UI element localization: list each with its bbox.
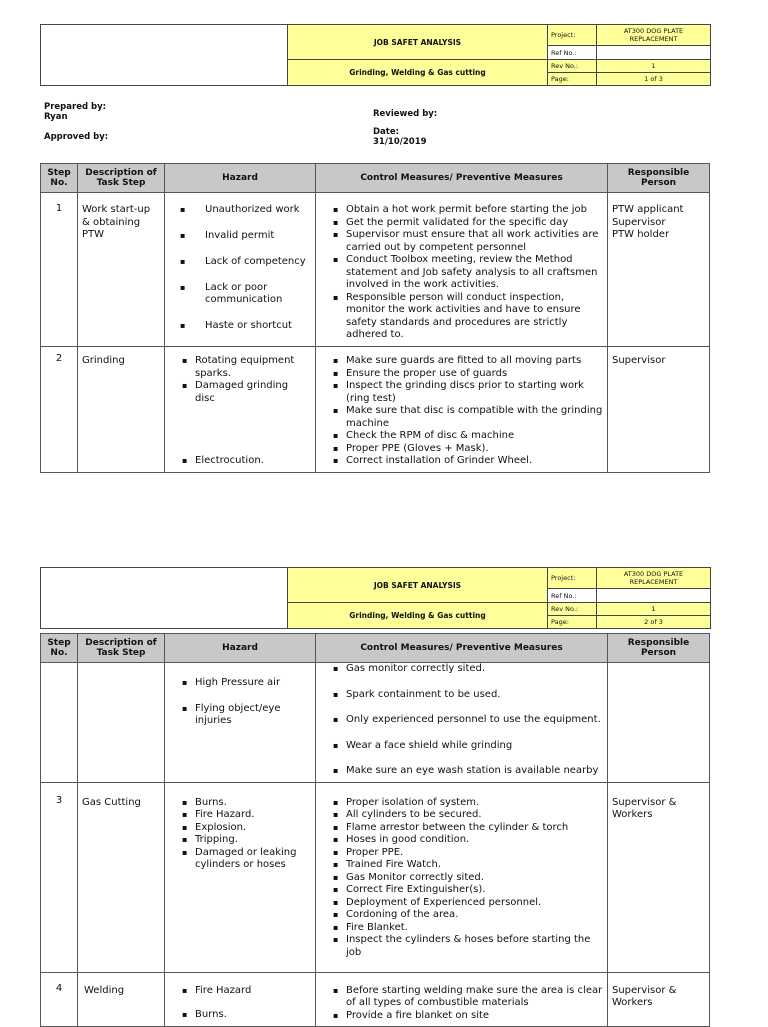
hazard-cell bbox=[165, 193, 316, 347]
table-row bbox=[41, 193, 710, 347]
control-item: ▪ Proper PPE (Gloves + Mask). bbox=[346, 443, 603, 456]
responsible-cell bbox=[608, 193, 710, 347]
reviewed-label: Reviewed by: bbox=[373, 109, 438, 119]
control-cell bbox=[316, 972, 608, 1027]
page-label: Page: bbox=[548, 73, 597, 86]
control-item: ▪ Ensure the proper use of guards bbox=[346, 368, 603, 381]
hazard-item: ▪ Damaged or leaking cylinders or hoses bbox=[195, 847, 311, 872]
hazard-cell bbox=[165, 347, 316, 473]
project-value: AT300 DOG PLATE REPLACEMENT bbox=[597, 568, 711, 589]
task-description: Gas Cutting bbox=[78, 782, 165, 972]
jsa-title: JOB SAFET ANALYSIS bbox=[288, 568, 548, 603]
ref-value bbox=[597, 46, 711, 60]
step-number: 2 bbox=[41, 347, 78, 473]
control-item: ▪ Proper isolation of system. bbox=[346, 797, 603, 810]
hazard-cell bbox=[165, 782, 316, 972]
table-row bbox=[41, 347, 710, 473]
page-label: Page: bbox=[548, 616, 597, 629]
prepared-label: Prepared by: bbox=[44, 102, 107, 112]
hazard-item: ▪ Explosion. bbox=[195, 822, 311, 835]
responsible-cell bbox=[608, 782, 710, 972]
approved-label: Approved by: bbox=[44, 132, 109, 142]
rev-value: 1 bbox=[597, 603, 711, 616]
project-label: Project: bbox=[548, 568, 597, 589]
control-cell bbox=[316, 782, 608, 972]
page-number: 2 of 3 bbox=[597, 616, 711, 629]
control-item: ▪ Hoses in good condition. bbox=[346, 834, 603, 847]
table-row bbox=[41, 663, 710, 783]
control-item: ▪ Inspect the grinding discs prior to starting work (ring test) bbox=[346, 380, 603, 405]
date-label: Date: bbox=[373, 127, 400, 137]
responsible-person: PTW applicant bbox=[612, 204, 684, 215]
step-number: 4 bbox=[41, 972, 78, 1027]
control-item: ▪ Deployment of Experienced personnel. bbox=[346, 897, 603, 910]
header-blank-cell bbox=[41, 25, 288, 86]
approved-by bbox=[44, 132, 108, 142]
task-description: Work start-up & obtaining PTW bbox=[78, 193, 165, 347]
page2-jsa-table bbox=[40, 633, 710, 1027]
control-cell bbox=[316, 193, 608, 347]
page2-header bbox=[40, 567, 711, 629]
responsible-cell bbox=[608, 972, 710, 1027]
step-number: 1 bbox=[41, 193, 78, 347]
control-item: ▪ Responsible person will conduct inspection, monitor the work activities and have to ensure safety standards and procedures are strictly adhered to. bbox=[346, 292, 603, 342]
control-item: ▪ Trained Fire Watch. bbox=[346, 859, 603, 872]
col-responsible: Responsible Person bbox=[608, 634, 710, 663]
hazard-item: ▪ Flying object/eye injuries bbox=[195, 703, 311, 728]
control-item: ▪ Provide a fire blanket on site bbox=[346, 1010, 603, 1023]
step-number: 3 bbox=[41, 782, 78, 972]
rev-value: 1 bbox=[597, 60, 711, 73]
date bbox=[373, 127, 427, 147]
hazard-cell bbox=[165, 663, 316, 783]
control-item: ▪ Check the RPM of disc & machine bbox=[346, 430, 603, 443]
hazard-item: ▪ Haste or shortcut bbox=[193, 320, 311, 332]
responsible-cell bbox=[608, 663, 710, 783]
reviewed-by bbox=[373, 109, 437, 119]
col-step: Step No. bbox=[41, 634, 78, 663]
hazard-item: ▪ Lack or poor communication bbox=[193, 282, 311, 306]
col-hazard: Hazard bbox=[165, 634, 316, 663]
control-item: ▪ Make sure that disc is compatible with the grinding machine bbox=[346, 405, 603, 430]
page1-header bbox=[40, 24, 711, 86]
project-value: AT300 DOG PLATE REPLACEMENT bbox=[597, 25, 711, 46]
control-item: ▪ Make sure guards are fitted to all moving parts bbox=[346, 355, 603, 368]
hazard-cell bbox=[165, 972, 316, 1027]
jsa-title: JOB SAFET ANALYSIS bbox=[288, 25, 548, 60]
date-value: 31/10/2019 bbox=[373, 137, 427, 147]
step-number bbox=[41, 663, 78, 783]
control-item: ▪ Inspect the cylinders & hoses before starting the job bbox=[346, 934, 603, 959]
ref-label: Ref No.: bbox=[548, 589, 597, 603]
col-description: Description of Task Step bbox=[78, 164, 165, 193]
control-item: ▪ Gas monitor correctly sited. bbox=[346, 663, 603, 676]
control-item: ▪ Before starting welding make sure the area is clear of all types of combustible materials bbox=[346, 985, 603, 1010]
col-description: Description of Task Step bbox=[78, 634, 165, 663]
page1-jsa-table bbox=[40, 163, 710, 473]
col-hazard: Hazard bbox=[165, 164, 316, 193]
hazard-item: ▪ Unauthorized work bbox=[193, 204, 311, 216]
responsible-person: Supervisor bbox=[612, 216, 666, 228]
col-control-measures: Control Measures/ Preventive Measures bbox=[316, 634, 608, 663]
rev-label: Rev No.: bbox=[548, 603, 597, 616]
control-item: ▪ Spark containment to be used. bbox=[346, 689, 603, 702]
jsa-subtitle: Grinding, Welding & Gas cutting bbox=[288, 603, 548, 629]
responsible-person: Workers bbox=[612, 997, 653, 1008]
task-description: Welding bbox=[78, 972, 165, 1027]
hazard-item: ▪ Damaged grinding disc bbox=[195, 380, 311, 405]
control-cell bbox=[316, 663, 608, 783]
hazard-item: ▪ Electrocution. bbox=[195, 455, 311, 468]
prepared-value: Ryan bbox=[44, 112, 68, 122]
col-responsible: Responsible Person bbox=[608, 164, 710, 193]
hazard-item: ▪ Burns. bbox=[195, 797, 311, 810]
ref-value bbox=[597, 589, 711, 603]
col-step: Step No. bbox=[41, 164, 78, 193]
task-description: Grinding bbox=[78, 347, 165, 473]
hazard-item: ▪ Fire Hazard. bbox=[195, 809, 311, 822]
hazard-item: ▪ Burns. bbox=[195, 1009, 311, 1022]
control-item: ▪ Get the permit validated for the specific day bbox=[346, 217, 603, 230]
control-item: ▪ Gas Monitor correctly sited. bbox=[346, 872, 603, 885]
project-label: Project: bbox=[548, 25, 597, 46]
prepared-by bbox=[44, 102, 106, 122]
col-control-measures: Control Measures/ Preventive Measures bbox=[316, 164, 608, 193]
control-item: ▪ Supervisor must ensure that all work activities are carried out by competent personnel bbox=[346, 229, 603, 254]
control-item: ▪ Obtain a hot work permit before starting the job bbox=[346, 204, 603, 217]
control-item: ▪ Wear a face shield while grinding bbox=[346, 740, 603, 753]
responsible-cell bbox=[608, 347, 710, 473]
header-blank-cell bbox=[41, 568, 288, 629]
control-cell bbox=[316, 347, 608, 473]
responsible-person: PTW holder bbox=[612, 229, 670, 240]
control-item: ▪ Proper PPE. bbox=[346, 847, 603, 860]
hazard-item: ▪ Invalid permit bbox=[193, 230, 311, 242]
control-item: ▪ Cordoning of the area. bbox=[346, 909, 603, 922]
control-item: ▪ Make sure an eye wash station is available nearby bbox=[346, 765, 603, 778]
rev-label: Rev No.: bbox=[548, 60, 597, 73]
page-number: 1 of 3 bbox=[597, 73, 711, 86]
control-item: ▪ Only experienced personnel to use the equipment. bbox=[346, 714, 603, 727]
task-description bbox=[78, 663, 165, 783]
hazard-item: ▪ High Pressure air bbox=[195, 677, 311, 690]
control-item: ▪ Conduct Toolbox meeting, review the Method statement and Job safety analysis to all craftsmen involved in the work activities. bbox=[346, 254, 603, 292]
ref-label: Ref No.: bbox=[548, 46, 597, 60]
jsa-subtitle: Grinding, Welding & Gas cutting bbox=[288, 60, 548, 86]
responsible-person: Workers bbox=[612, 809, 653, 820]
table-row bbox=[41, 972, 710, 1027]
hazard-item: ▪ Lack of competency bbox=[193, 256, 311, 268]
hazard-item: ▪ Tripping. bbox=[195, 834, 311, 847]
hazard-item: ▪ Rotating equipment sparks. bbox=[195, 355, 311, 380]
control-item: ▪ Correct installation of Grinder Wheel. bbox=[346, 455, 603, 468]
table-row bbox=[41, 782, 710, 972]
responsible-person: Supervisor bbox=[612, 355, 666, 366]
control-item: ▪ Fire Blanket. bbox=[346, 922, 603, 935]
hazard-item: ▪ Fire Hazard bbox=[195, 985, 311, 998]
responsible-person: Supervisor & bbox=[612, 984, 677, 996]
control-item: ▪ Correct Fire Extinguisher(s). bbox=[346, 884, 603, 897]
responsible-person: Supervisor & bbox=[612, 796, 677, 808]
control-item: ▪ Flame arrestor between the cylinder & torch bbox=[346, 822, 603, 835]
control-item: ▪ All cylinders to be secured. bbox=[346, 809, 603, 822]
